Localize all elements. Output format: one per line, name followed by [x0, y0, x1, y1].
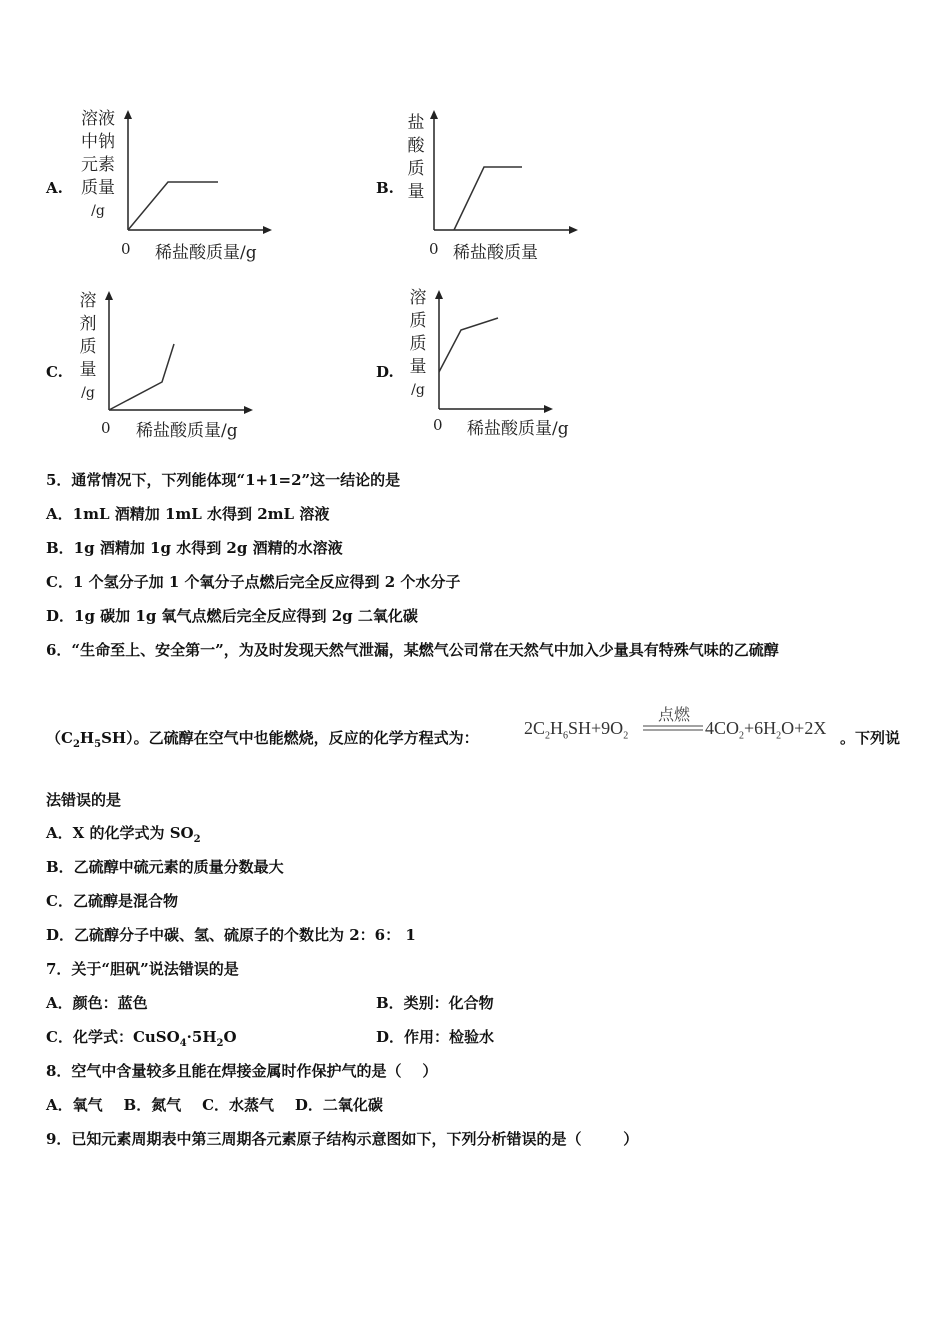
chart-b-curve [454, 167, 522, 230]
chart-a-plot [120, 110, 280, 250]
option-letter-d: D. [376, 363, 394, 381]
chart-d-origin: 0 [433, 416, 443, 434]
chart-a-ylabel: 溶液 中钠 元素 质量 /g [81, 109, 115, 219]
chart-a-y-arrow [124, 110, 132, 119]
q7-stem: 7．关于“胆矾”说法错误的是 [46, 960, 239, 978]
chart-d-plot [431, 290, 591, 430]
chart-a-xlabel: 稀盐酸质量/g [155, 243, 257, 263]
q6-option-d: D．乙硫醇分子中碳、氢、硫原子的个数比为 2：6： 1 [46, 926, 416, 944]
chart-c-plot [101, 291, 261, 431]
chart-b-origin: 0 [429, 240, 439, 258]
q5-option-d: D．1g 碳加 1g 氧气点燃后完全反应得到 2g 二氧化碳 [46, 607, 418, 625]
q5-stem: 5．通常情况下，下列能体现“1+1=2”这一结论的是 [46, 471, 401, 489]
chart-d-y-arrow [435, 290, 443, 299]
q5-option-a: A．1mL 酒精加 1mL 水得到 2mL 溶液 [46, 505, 330, 523]
q7-option-c: C．化学式：$CuSO_4\cdot 5H_2O$ [46, 1028, 237, 1049]
chart-a-origin: 0 [121, 240, 131, 258]
chart-d-curve [439, 318, 498, 372]
chart-c-ylabel: 溶 剂 质 量 /g [79, 291, 97, 401]
q6-stem-line1: 6．“生命至上、安全第一”，为及时发现天然气泄漏，某燃气公司常在天然气中加入少量具有特殊气味的乙硫醇 [46, 641, 779, 659]
q6-equation-condition: 点燃 [657, 705, 690, 724]
q7-option-a: A．颜色：蓝色 [46, 994, 148, 1012]
option-letter-b: B. [376, 179, 394, 197]
q6-option-b: B．乙硫醇中硫元素的质量分数最大 [46, 858, 284, 876]
chart-d-x-arrow [544, 405, 553, 413]
chart-b-ylabel: 盐 酸 质 量 [407, 113, 425, 202]
q8-stem: 8．空气中含量较多且能在焊接金属时作保护气的是（ ） [46, 1062, 438, 1080]
q6-option-a: A．X 的化学式为 $SO_2$ [46, 824, 201, 845]
q6-equation-equals-sign [643, 725, 705, 733]
q8-options: A．氧气 B．氮气 C．水蒸气 D．二氧化碳 [46, 1096, 383, 1114]
chart-c-y-arrow [105, 291, 113, 300]
chart-b-xlabel: 稀盐酸质量 [453, 243, 538, 263]
chart-b-y-arrow [430, 110, 438, 119]
option-letter-a: A. [46, 179, 63, 197]
option-letter-c: C. [46, 363, 63, 381]
chart-b-x-arrow [569, 226, 578, 234]
chart-d-xlabel: 稀盐酸质量/g [467, 419, 569, 439]
q6-equation-lhs: $2C_2H_6SH+9O_2$ [524, 718, 629, 742]
chart-c-x-arrow [244, 406, 253, 414]
chart-a-x-arrow [263, 226, 272, 234]
chart-c-xlabel: 稀盐酸质量/g [136, 421, 238, 441]
q5-option-c: C．1 个氢分子加 1 个氧分子点燃后完全反应得到 2 个水分子 [46, 573, 461, 591]
chart-a-curve [128, 182, 218, 230]
chart-b-plot [426, 110, 586, 250]
q9-stem: 9．已知元素周期表中第三周期各元素原子结构示意图如下，下列分析错误的是（ ） [46, 1130, 639, 1148]
q6-stem-line3: 法错误的是 [46, 791, 122, 809]
q7-option-d: D．作用：检验水 [376, 1028, 495, 1046]
q6-option-c: C．乙硫醇是混合物 [46, 892, 178, 910]
chart-d-ylabel: 溶 质 质 量 /g [409, 288, 427, 398]
chart-c-origin: 0 [101, 419, 111, 437]
q5-option-b: B．1g 酒精加 1g 水得到 2g 酒精的水溶液 [46, 539, 343, 557]
q7-option-b: B．类别：化合物 [376, 994, 494, 1012]
q6-stem-line2: $(C_2H_5SH)$。乙硫醇在空气中也能燃烧，反应的化学方程式为： [46, 729, 479, 750]
q6-equation-rhs: $4CO_2+6H_2O+2X$ [705, 718, 827, 742]
q6-stem-tail: 。下列说 [840, 729, 901, 747]
chart-c-curve [109, 344, 174, 410]
